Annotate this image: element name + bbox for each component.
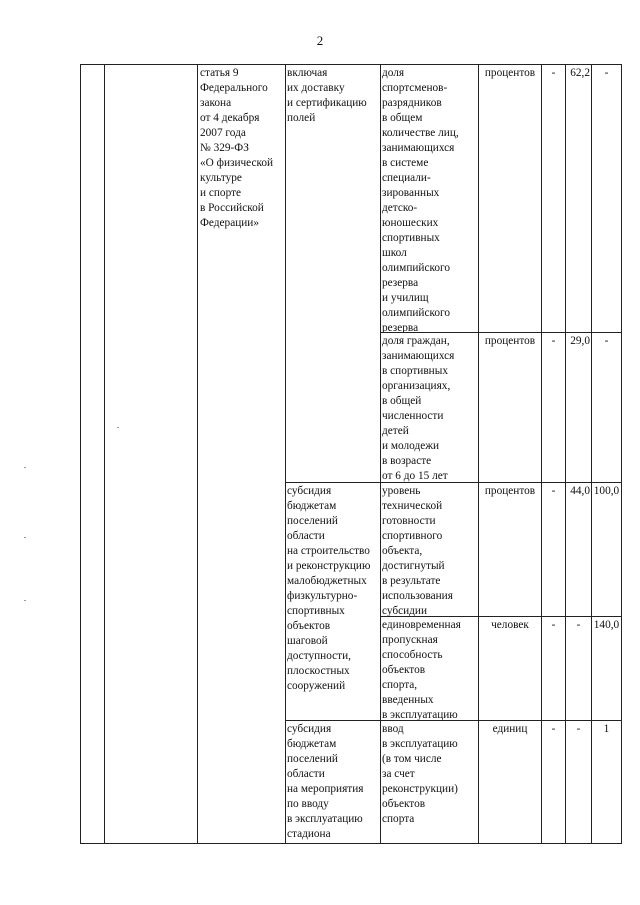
law-reference: статья 9 Федерального закона от 4 декабря 2007 года № 329-ФЗ «О физической культуре и спорте в Российской Федерации»: [200, 67, 274, 229]
indicator-cell: уровень технической готовности спортивного объекта, достигнутый в результате использования субсидии: [382, 485, 453, 616]
unit-cell: единиц: [492, 723, 528, 735]
unit-cell: человек: [491, 619, 529, 631]
activity-cell: субсидия бюджетам поселений области на строительство и реконструкцию малобюджетных физкультурно- спортивных объектов шаговой доступности, плоскостных сооружений: [287, 485, 371, 692]
value-cell: -: [604, 335, 609, 347]
activity-cell: включая их доставку и сертификацию полей: [287, 67, 367, 124]
value-cell: -: [551, 723, 556, 735]
value-cell: 1: [603, 723, 610, 735]
row-divider: [380, 332, 622, 333]
column-divider: [104, 64, 105, 844]
value-cell: -: [576, 723, 581, 735]
scan-speck: [24, 600, 26, 601]
value-cell: 44,0: [570, 485, 590, 497]
indicator-cell: ввод в эксплуатацию (в том числе за счет реконструкции) объектов спорта: [382, 723, 458, 825]
column-divider: [380, 64, 381, 844]
scan-speck: [117, 427, 119, 428]
value-cell: 100,0: [593, 485, 620, 497]
value-cell: 140,0: [593, 619, 620, 631]
row-divider: [285, 482, 622, 483]
table-border-right: [621, 64, 622, 844]
value-cell: -: [551, 335, 556, 347]
scan-speck: [24, 537, 26, 538]
indicator-cell: доля спортсменов- разрядников в общем количестве лиц, занимающихся в системе специали- зированных детско- юношеских спортивных школ олимпийского резерва и училищ олимпийского резерва: [382, 67, 459, 332]
value-cell: 62,2: [570, 67, 590, 79]
column-divider: [80, 64, 81, 844]
unit-cell: процентов: [484, 335, 536, 347]
row-divider: [285, 720, 622, 721]
value-cell: -: [551, 485, 556, 497]
unit-cell: процентов: [484, 485, 536, 497]
value-cell: -: [576, 619, 581, 631]
value-cell: -: [551, 619, 556, 631]
value-cell: -: [551, 67, 556, 79]
scan-speck: [24, 467, 26, 468]
indicator-cell: единовременная пропускная способность объектов спорта, введенных в эксплуатацию: [382, 619, 461, 720]
unit-cell: процентов: [484, 67, 536, 79]
row-divider: [380, 616, 622, 617]
indicator-cell: доля граждан, занимающихся в спортивных организациях, в общей численности детей и молодежи в возрасте от 6 до 15 лет: [382, 335, 455, 482]
value-cell: -: [604, 67, 609, 79]
column-divider: [197, 64, 198, 844]
activity-cell: субсидия бюджетам поселений области на мероприятия по вводу в эксплуатацию стадиона: [287, 723, 364, 840]
value-cell: 29,0: [570, 335, 590, 347]
page-number: 2: [316, 33, 324, 48]
